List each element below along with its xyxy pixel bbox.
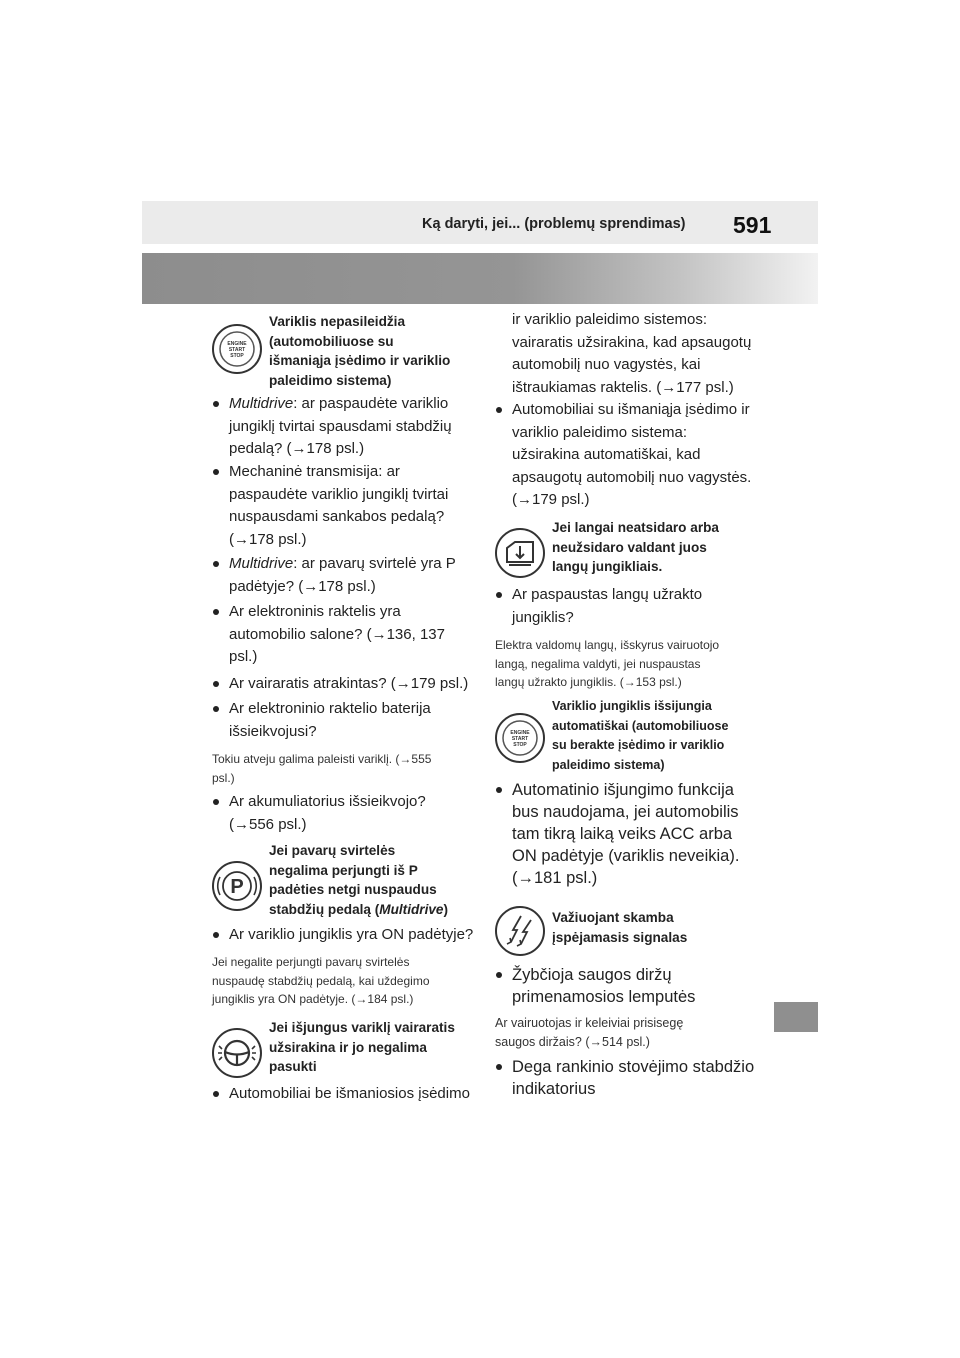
heading-line: paleidimo sistema): [552, 757, 665, 772]
note-text: [212, 750, 472, 787]
heading-line: automatiškai (automobiliuose: [552, 718, 729, 733]
text-line: Ar variklio jungiklis yra ON padėtyje?: [229, 926, 474, 943]
heading-line: padėties netgi nuspaudus: [269, 882, 437, 897]
bullet-dot: [213, 609, 219, 615]
list-item: [212, 553, 474, 598]
text-line: Mechaninė transmisija: ar: [229, 463, 400, 480]
warning-buzzer-icon: [495, 906, 545, 956]
text-line: automobilio salone? (→136, 137: [229, 625, 445, 643]
section-heading: [269, 1018, 484, 1077]
page-header-title: Ką daryti, jei... (problemų sprendimas): [422, 216, 686, 232]
text-line: apsaugotų automobilį nuo vagystės.: [512, 468, 752, 486]
text-line: Ar paspaustas langų užrakto: [512, 586, 703, 603]
list-item: [495, 964, 767, 1008]
text-line: (→181 psl.): [512, 869, 598, 887]
bullet-dot: [213, 681, 219, 687]
heading-line: užsirakina ir jo negalima: [269, 1039, 427, 1055]
text-line: variklio paleidimo sistema:: [512, 423, 688, 441]
chapter-gradient-band: [142, 253, 818, 304]
bullet-dot: [496, 1064, 502, 1070]
heading-line: Jei langai neatsidaro arba: [552, 520, 719, 535]
italic-term: Multidrive: [379, 901, 444, 917]
list-item: [212, 673, 484, 696]
text-line: psl.): [229, 648, 258, 665]
text-line: ir variklio paleidimo sistemos:: [512, 311, 708, 328]
window-lock-icon: [495, 528, 545, 578]
text-line: (→179 psl.): [512, 491, 590, 508]
text-line: tam tikrą laiką veiks ACC arba: [512, 825, 733, 843]
bullet-dot: [213, 401, 219, 407]
text-line: Žybčioja saugos diržų: [512, 966, 672, 984]
text-line: vairaratis užsirakina, kad apsaugotų: [512, 333, 752, 351]
text-line: langą, negalima valdyti, jei nuspaustas: [495, 656, 701, 671]
list-item: [212, 601, 474, 669]
chapter-side-tab: [774, 1002, 818, 1032]
text-line: Tokiu atveju galima paleisti variklį. (→555: [212, 752, 432, 766]
list-item: [495, 1056, 767, 1100]
heading-line: pasukti: [269, 1059, 317, 1074]
text-line: nuspausdami sankabos pedalą?: [229, 508, 445, 525]
bullet-dot: [213, 561, 219, 567]
svg-text:START: START: [511, 736, 529, 742]
text-line: primenamosios lemputės: [512, 988, 696, 1006]
text-line: Elektra valdomų langų, išskyrus vairuotojo: [495, 638, 720, 652]
text-line: Ar vairaratis atrakintas? (→179 psl.): [229, 675, 469, 692]
text-line: jungiklis yra ON padėtyje. (→184 psl.): [212, 992, 414, 1006]
bullet-dot: [213, 469, 219, 475]
text-line: : ar paspaudėte variklio: [293, 395, 449, 412]
text-line: langų užrakto jungiklis. (→153 psl.): [495, 675, 682, 689]
icon-glyph: P: [230, 876, 244, 898]
text-line: (→178 psl.): [229, 530, 307, 548]
text-line: ištraukiamas raktelis. (→177 psl.): [512, 378, 734, 396]
list-item: [212, 698, 474, 743]
section-heading: [269, 841, 479, 919]
heading-line: išmaniąja įsėdimo ir variklio: [269, 353, 451, 368]
svg-text:ENGINE: ENGINE: [510, 730, 530, 736]
heading-line: negalima perjungti iš P: [269, 862, 418, 878]
text-line: automobilį nuo vagystės, kai: [512, 356, 701, 373]
section-heading: [552, 518, 752, 577]
bullet-dot: [213, 799, 219, 805]
text-line: psl.): [212, 770, 235, 785]
text-line: pedalą? (→178 psl.): [229, 440, 365, 457]
text-line: ON padėtyje (variklis neveikia).: [512, 847, 740, 865]
text-line: nuspaudę stabdžių pedalą, kai uždegimo: [212, 973, 430, 988]
list-item: [495, 779, 767, 889]
svg-text:ENGINE: ENGINE: [227, 341, 247, 347]
list-item: [495, 584, 767, 629]
text-line: jungiklis?: [512, 608, 574, 626]
heading-line: Jei išjungus variklį vairaratis: [269, 1020, 455, 1035]
text-line: Ar vairuotojas ir keleiviai prisisegę: [495, 1016, 684, 1030]
list-item: [495, 399, 767, 512]
text-line: jungiklį tvirtai spausdami stabdžių: [229, 417, 452, 435]
text-line: Ar elektroninis raktelis yra: [229, 603, 401, 620]
heading-line: Variklis nepasileidžia: [269, 314, 406, 329]
note-text: [495, 636, 753, 692]
bullet-dot: [213, 706, 219, 712]
section-heading: [552, 908, 752, 947]
text-line: užsirakina automatiškai, kad: [512, 446, 701, 463]
bullet-dot: [213, 932, 219, 938]
italic-term: Multidrive: [229, 555, 294, 572]
text-line: Jei negalite perjungti pavarų svirtelės: [212, 955, 410, 969]
list-item-continued: [495, 309, 767, 399]
heading-line: stabdžių pedalą (: [269, 901, 380, 917]
list-item: [212, 393, 474, 461]
text-line: išsieikvojusi?: [229, 722, 317, 740]
heading-line: su berakte įsėdimo ir variklio: [552, 738, 725, 752]
text-line: Automobiliai be išmaniosios įsėdimo: [229, 1085, 470, 1102]
heading-line: Jei pavarų svirtelės: [269, 843, 396, 858]
text-line: Automatinio išjungimo funkcija: [512, 781, 734, 799]
engine-start-stop-icon: [212, 324, 262, 374]
text-line: padėtyje? (→178 psl.): [229, 577, 376, 595]
bullet-dot: [496, 787, 502, 793]
text-line: indikatorius: [512, 1080, 596, 1098]
text-line: bus naudojama, jei automobilis: [512, 803, 739, 821]
svg-text:START: START: [228, 347, 246, 353]
bullet-dot: [213, 1091, 219, 1097]
bullet-dot: [496, 972, 502, 978]
list-item: [212, 1083, 491, 1106]
section-heading: [269, 312, 479, 390]
text-line: : ar pavarų svirtelė yra P: [293, 555, 456, 572]
steering-lock-icon: [212, 1028, 262, 1078]
heading-line: langų jungikliais.: [552, 559, 663, 574]
list-item: [212, 924, 491, 947]
page-number: 591: [733, 212, 772, 238]
text-line: paspaudėte variklio jungiklį tvirtai: [229, 485, 449, 503]
shift-p-icon: [212, 861, 262, 911]
svg-text:STOP: STOP: [513, 742, 527, 748]
list-item: [212, 461, 474, 551]
text-line: Ar elektroninio raktelio baterija: [229, 700, 431, 717]
heading-line: ): [443, 901, 449, 917]
heading-line: (automobiliuose su: [269, 333, 394, 349]
heading-line: paleidimo sistema): [269, 372, 392, 388]
text-line: Dega rankinio stovėjimo stabdžio: [512, 1058, 755, 1076]
italic-term: Multidrive: [229, 395, 294, 412]
bullet-dot: [496, 592, 502, 598]
note-text: [212, 953, 474, 1009]
bullet-dot: [496, 407, 502, 413]
heading-line: Variklio jungiklis išsijungia: [552, 699, 712, 713]
text-line: Ar akumuliatorius išsieikvojo?: [229, 793, 426, 810]
text-line: saugos diržais? (→514 psl.): [495, 1034, 650, 1049]
heading-line: įspėjamasis signalas: [552, 929, 688, 945]
heading-line: Važiuojant skamba: [552, 910, 674, 925]
list-item: [212, 791, 474, 836]
svg-text:STOP: STOP: [230, 353, 244, 359]
text-line: (→556 psl.): [229, 815, 307, 833]
note-text: [495, 1014, 750, 1051]
text-line: Automobiliai su išmaniąja įsėdimo ir: [512, 401, 750, 418]
engine-start-stop-icon: [495, 713, 545, 763]
heading-line: neužsidaro valdant juos: [552, 539, 707, 555]
section-heading: [552, 697, 757, 775]
